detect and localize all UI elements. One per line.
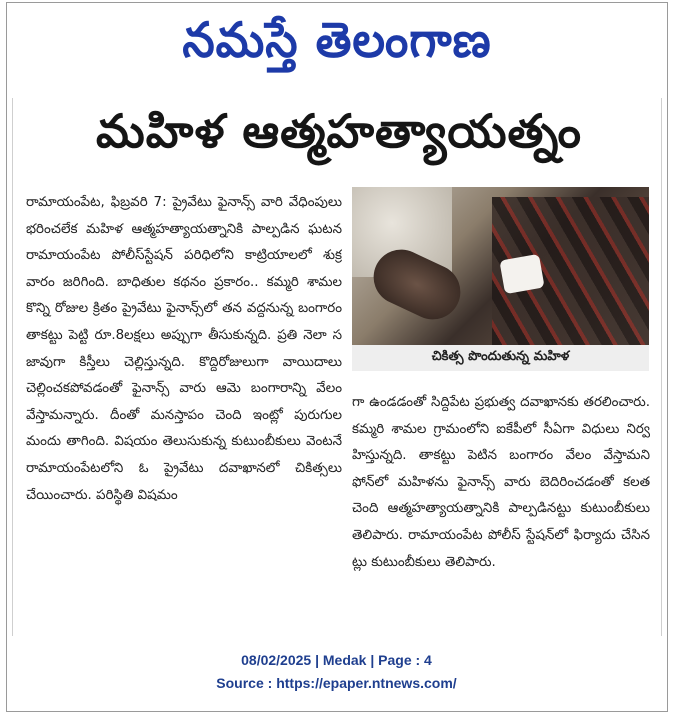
article-photo	[352, 187, 649, 345]
newspaper-masthead	[6, 4, 668, 88]
footer-meta: 08/02/2025 | Medak | Page : 4	[241, 652, 432, 668]
photo-bandage	[499, 254, 544, 294]
article-body-right: గా ఉండడంతో సిద్దిపేట ప్రభుత్వ దవాఖానకు తరలించారు. కమ్మరి శామల గ్రామంలోని ఐకేపీలో సీఏగా విధులు నిర్వహిస్తున్నది. తాకట్టు పెటిన బంగారం వేలం వేస్తామని ఫోన్‌లో మహిళను ఫైనాన్స్ వారు బెదిరించడంతో కలతచెంది ఆత్మహత్యాయత్నానికి పాల్పడినట్టు కుటుంబీకులు తెలిపారు. రామాయంపేట పోలీస్ స్టేషన్‌లో ఫిర్యాదు చేసినట్లు కుటుంబీకులు తెలిపారు.	[352, 395, 650, 570]
footer-source[interactable]: Source : https://epaper.ntnews.com/	[216, 675, 457, 691]
article-body-left: రామాయంపేట, ఫిబ్రవరి 7: ప్రైవేటు ఫైనాన్స్ వారి వేధింపులు భరించలేక మహిళ ఆత్మహత్యాయత్నానికి పాల్పడిన ఘటన రామాయంపేట పోలీస్‌స్టేషన్ పరిధిలోని కాట్రియాలలో శుక్రవారం జరిగింది. బాధితుల కథనం ప్రకారం.. కమ్మరి శామల కొన్ని రోజుల క్రితం ప్రైవేటు ఫైనాన్స్‌లో తన వద్దనున్న బంగారం తాకట్టు పెట్టి రూ.8లక్షలు అప్పుగా తీసుకున్నది. ప్రతి నెలా సజావుగా కిస్తీలు చెల్లిస్తున్నది. కొద్దిరోజులుగా వాయిదాలు చెల్లించకపోవడంతో ఫైనాన్స్ వారు ఆమె బంగారాన్ని వేలం వేస్తామన్నారు. దీంతో మనస్తాపం చెంది ఇంట్లో పురుగుల మందు తాగింది. విషయం తెలుసుకున్న కుటుంబీకులు వెంటనే రామాయంపేటలోని ఓ ప్రైవేటు దవాఖానలో చికిత్సలు చేయించారు. పరిస్థితి విషమం	[26, 195, 342, 503]
article-headline: మహిళ ఆత్మహత్యాయత్నం	[96, 104, 582, 158]
masthead-title: నమస్తే తెలంగాణ	[182, 11, 492, 69]
photo-caption: చికిత్స పొందుతున్న మహిళ	[352, 345, 649, 371]
